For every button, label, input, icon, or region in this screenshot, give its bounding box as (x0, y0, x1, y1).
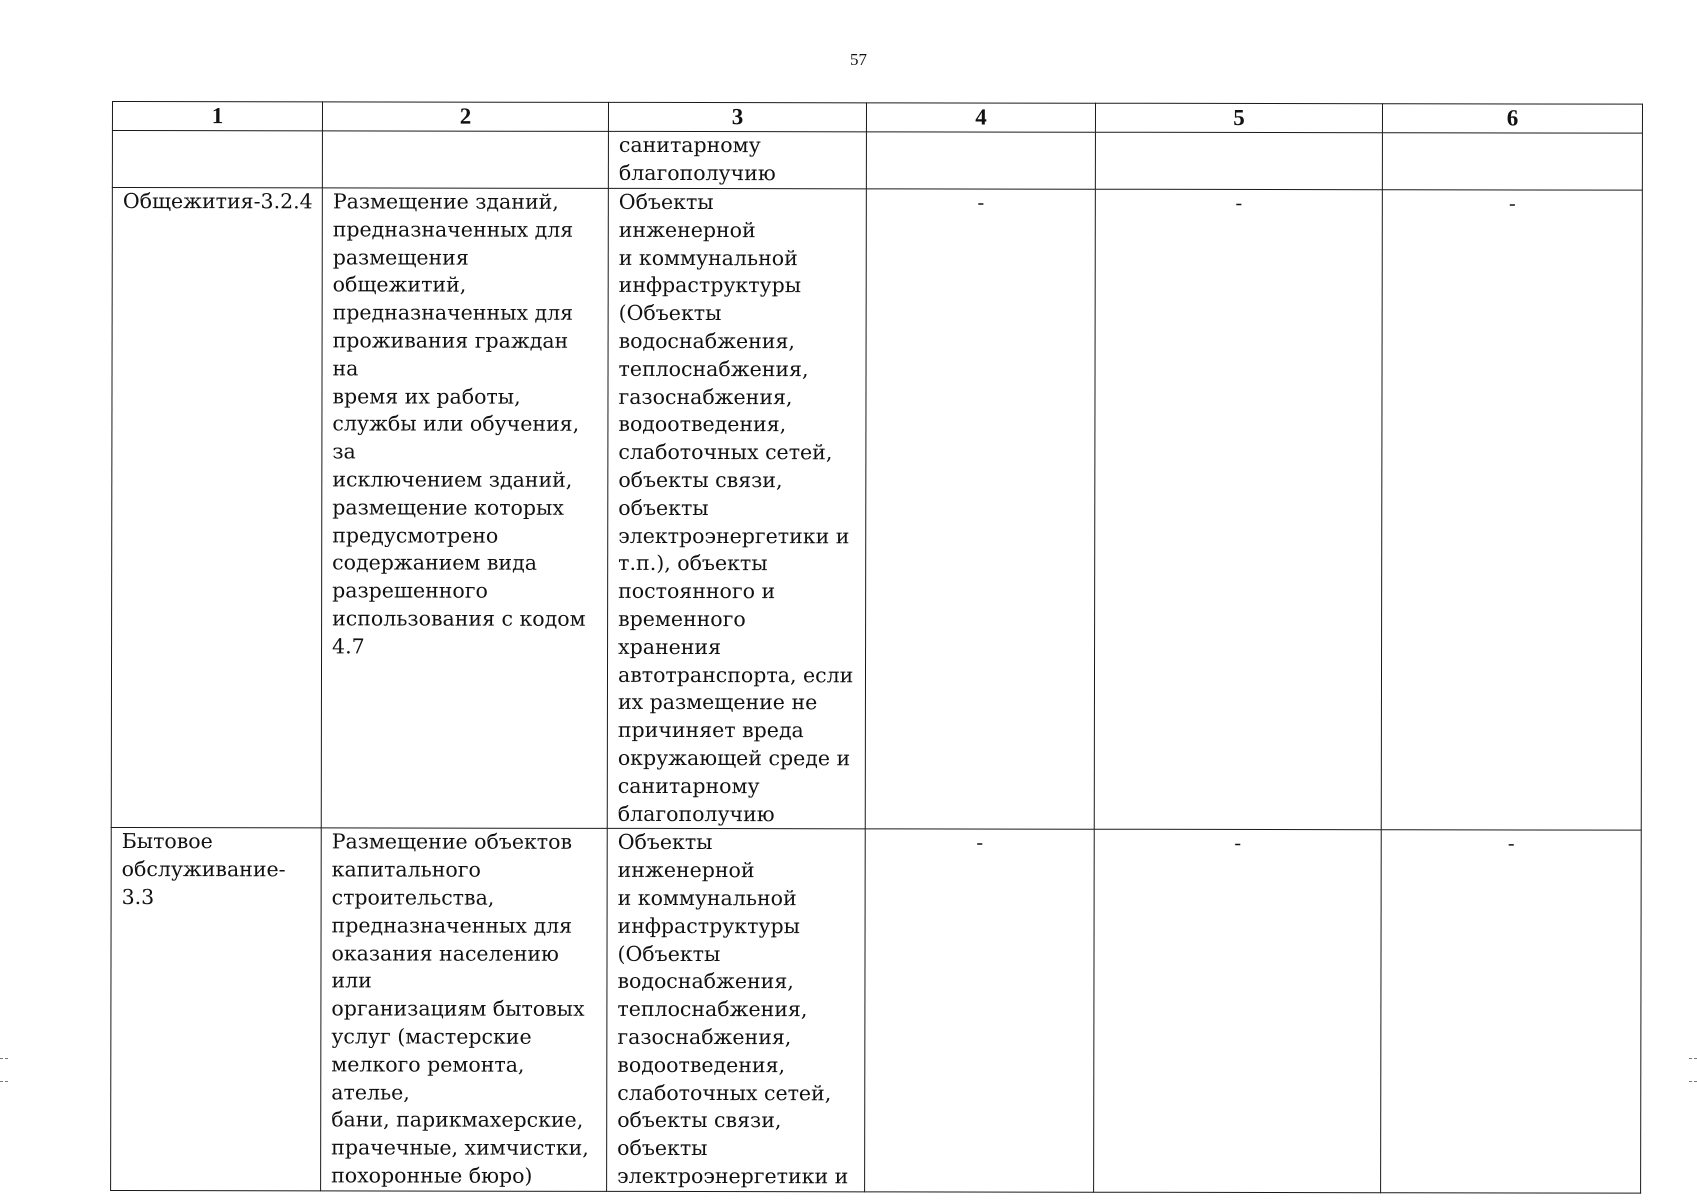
table-row-continuation (112, 131, 1642, 191)
column-header-2: 2 (322, 102, 608, 131)
table-row-household-services (111, 828, 1642, 1193)
table-row-dormitories (111, 188, 1642, 831)
land-use-table (110, 101, 1643, 1193)
table-cell: - (1381, 190, 1642, 831)
table-cell (1095, 132, 1382, 190)
table-cell: Объекты инженерной и коммунальной инфраструктуры (Объекты водоснабжения, теплоснабжения, газоснабжения, водоотведения, слаботочных сетей, объекты связи, объекты электроэнергетики и (607, 829, 866, 1192)
column-header-6: 6 (1382, 104, 1642, 133)
column-header-3: 3 (608, 102, 866, 131)
table-cell: - (865, 829, 1095, 1192)
table-cell: - (1381, 830, 1642, 1193)
table-cell: - (1094, 830, 1382, 1193)
column-header-5: 5 (1095, 103, 1382, 133)
scan-edge-mark (1689, 1058, 1697, 1082)
header-row (112, 102, 1642, 134)
table-cell (1382, 133, 1642, 190)
table-cell: Объекты инженерной и коммунальной инфраструктуры (Объекты водоснабжения, теплоснабжения, газоснабжения, водоотведения, слаботочных сетей, объекты связи, объекты электроэнергетики и т.п.), объекты постоянного и временного хранения автотранспорта, если их размещение не причиняет вреда окружающей среде и санитарному благополучию (607, 188, 866, 829)
page-number: 57 (850, 50, 867, 69)
table-cell (866, 132, 1095, 189)
table-cell: Общежития-3.2.4 (111, 188, 322, 829)
table-cell: Бытовое обслуживание- 3.3 (111, 828, 322, 1191)
table-cell: Размещение зданий, предназначенных для размещения общежитий, предназначенных для проживания граждан на время их работы, службы или обучения, за исключением зданий, размещение которых предусмотрено содержанием вида разрешенного использования с кодом 4.7 (321, 188, 608, 829)
table-cell: Размещение объектов капитального строительства, предназначенных для оказания населению или организациям бытовых услуг (мастерские мелкого ремонта, ателье, бани, парикмахерские, прачечные, химчистки, похоронные бюро) (321, 828, 608, 1191)
table-cell: - (865, 189, 1095, 830)
table-cell: - (1094, 189, 1382, 830)
table-cell: санитарному благополучию (608, 131, 866, 188)
column-header-4: 4 (866, 103, 1095, 132)
column-header-1: 1 (112, 102, 322, 131)
scan-edge-mark (0, 1058, 8, 1082)
table-cell (322, 131, 608, 188)
table-cell (112, 131, 322, 188)
